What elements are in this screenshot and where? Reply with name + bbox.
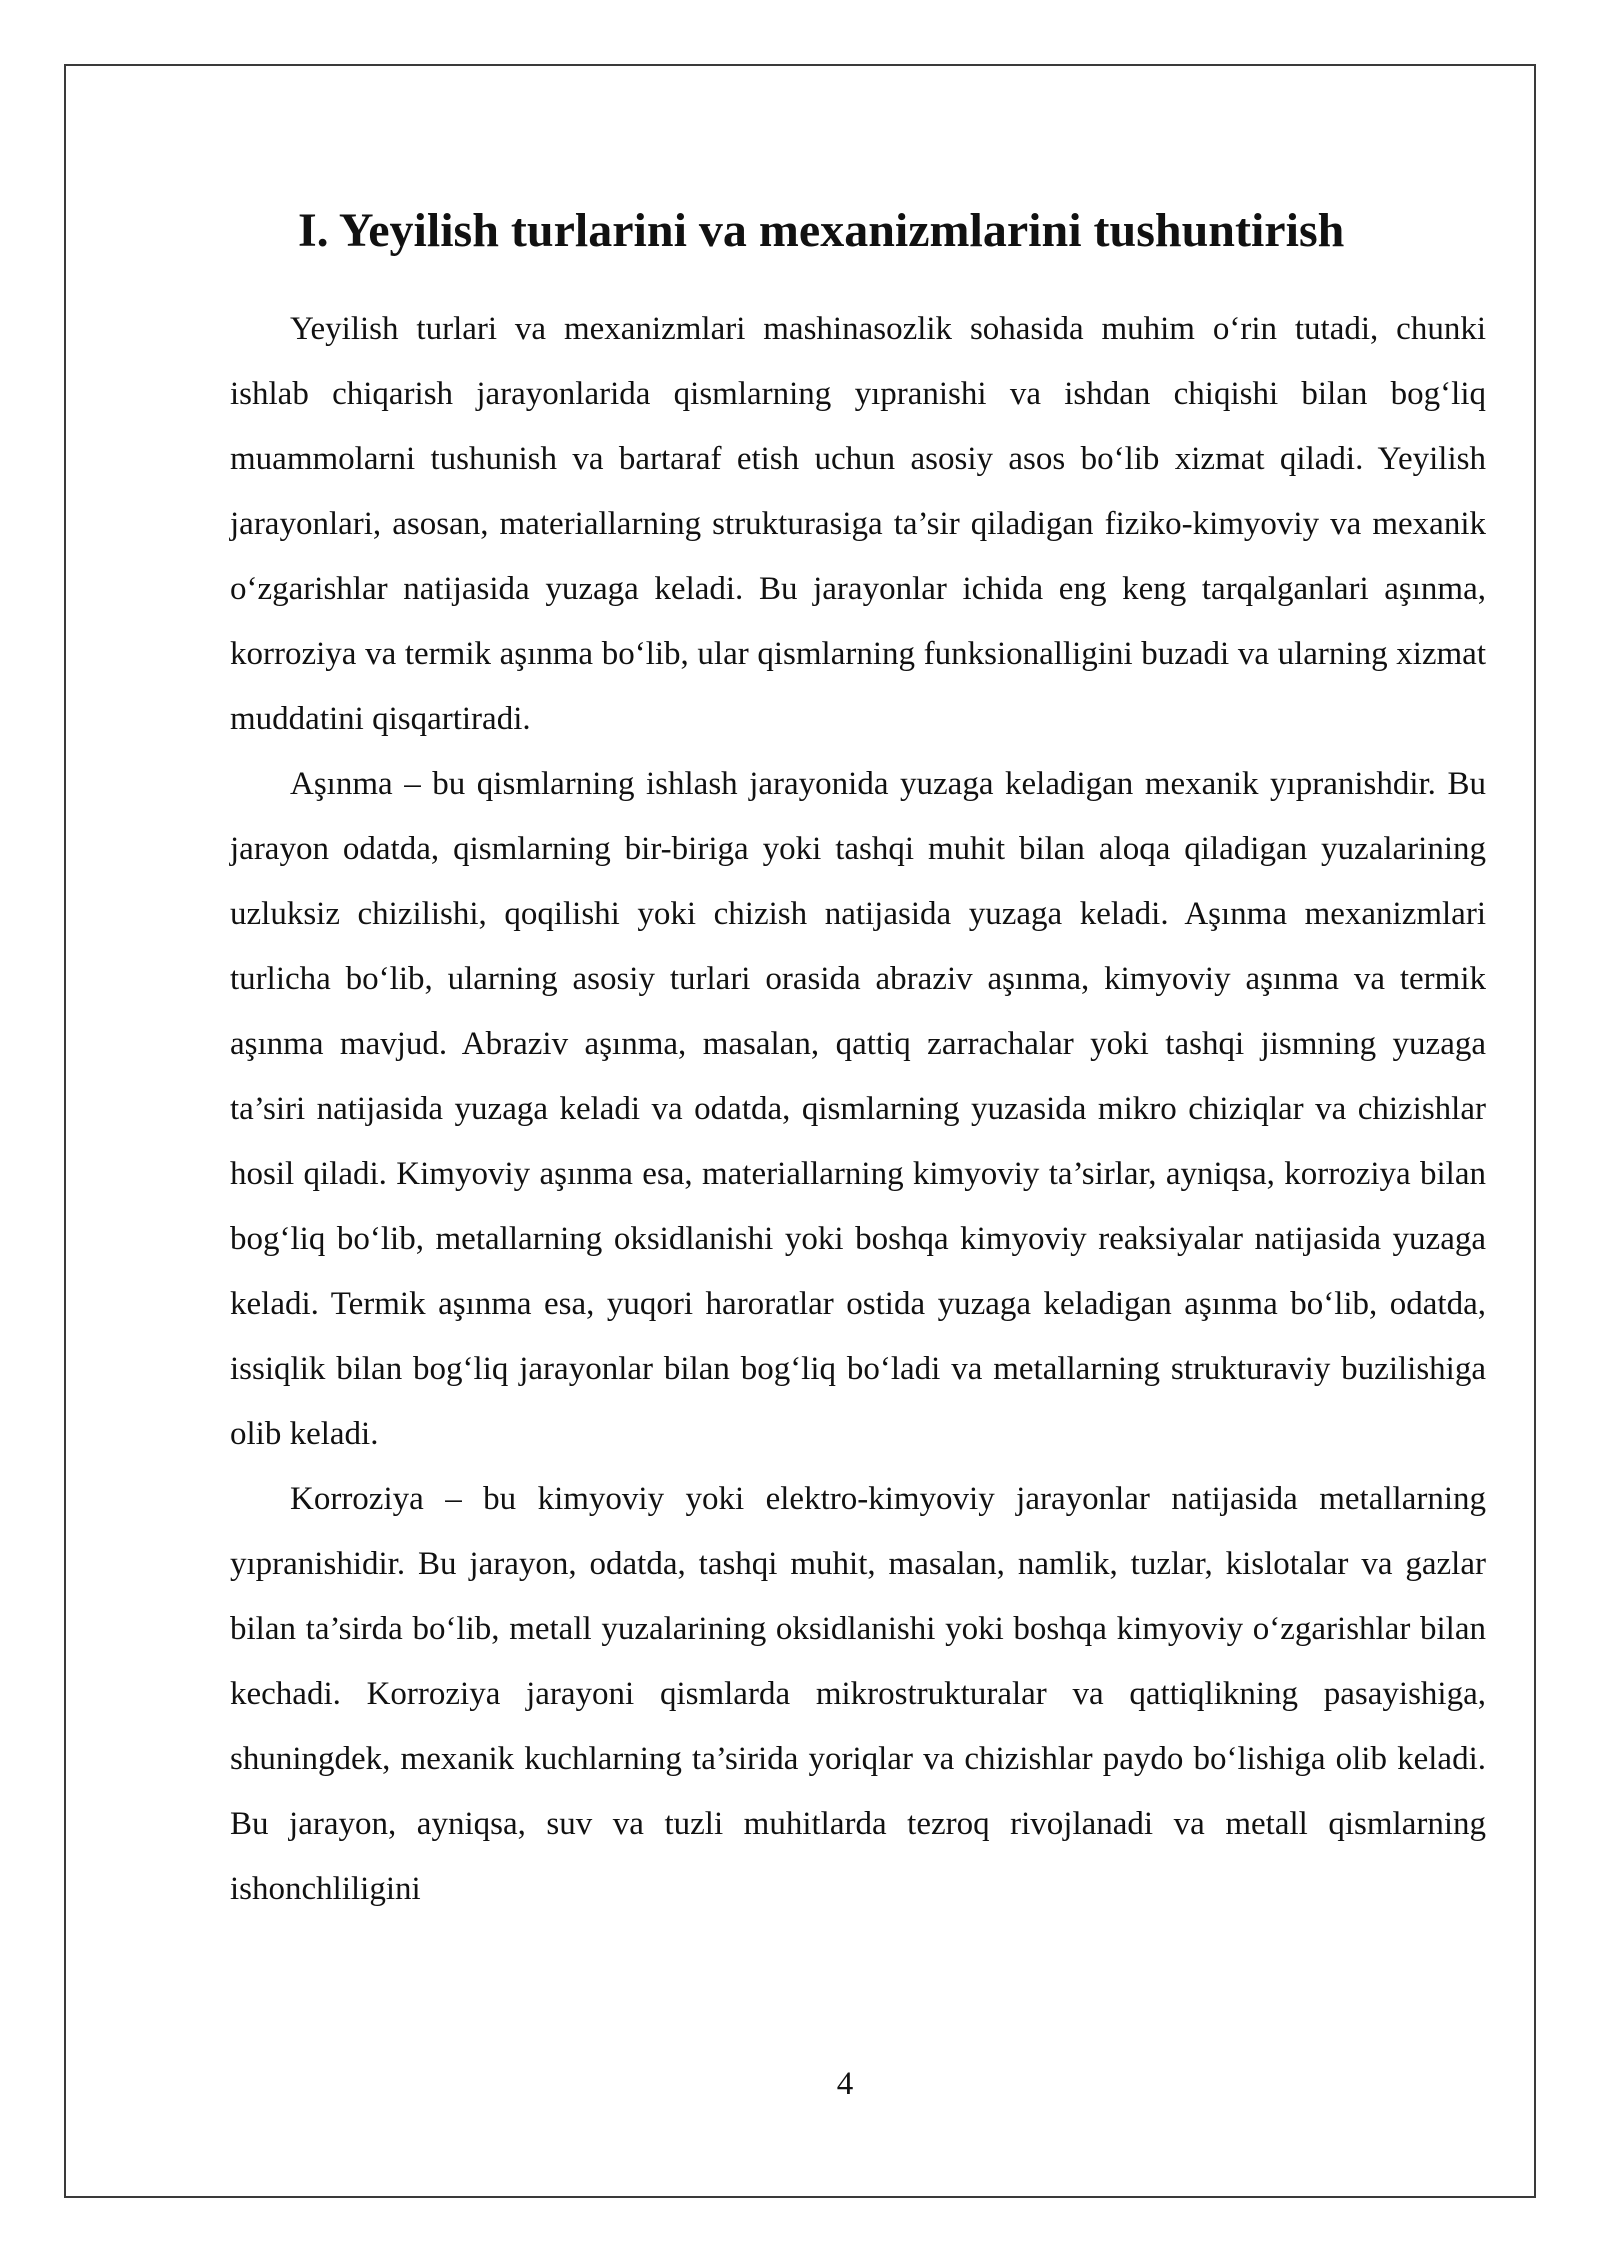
- paragraph-2: Aşınma – bu qismlarning ishlash jarayonida yuzaga keladigan mexanik yıpranishdir. Bu jarayon odatda, qismlarning bir-biriga yoki tashqi muhit bilan aloqa qiladigan yuzalarining uzluksiz chizilishi, qoqilishi yoki chizish natijasida yuzaga keladi. Aşınma mexanizmlari turlicha bo‘lib, ularning asosiy turlari orasida abraziv aşınma, kimyoviy aşınma va termik aşınma mavjud. Abraziv aşınma, masalan, qattiq zarrachalar yoki tashqi jismning yuzaga ta’siri natijasida yuzaga keladi va odatda, qismlarning yuzasida mikro chiziqlar va chizishlar hosil qiladi. Kimyoviy aşınma esa, materiallarning kimyoviy ta’sirlar, ayniqsa, korroziya bilan bog‘liq bo‘lib, metallarning oksidlanishi yoki boshqa kimyoviy reaksiyalar natijasida yuzaga keladi. Termik aşınma esa, yuqori haroratlar ostida yuzaga keladigan aşınma bo‘lib, odatda, issiqlik bilan bog‘liq jarayonlar bilan bog‘liq bo‘ladi va metallarning strukturaviy buzilishiga olib keladi.: [230, 766, 1486, 1452]
- paragraph-1: Yeyilish turlari va mexanizmlari mashinasozlik sohasida muhim o‘rin tutadi, chunki ishlab chiqarish jarayonlarida qismlarning yıpranishi va ishdan chiqishi bilan bog‘liq muammolarni tushunish va bartaraf etish uchun asosiy asos bo‘lib xizmat qiladi. Yeyilish jarayonlari, asosan, materiallarning strukturasiga ta’sir qiladigan fiziko-kimyoviy va mexanik o‘zgarishlar natijasida yuzaga keladi. Bu jarayonlar ichida eng keng tarqalganlari aşınma, korroziya va termik aşınma bo‘lib, ular qismlarning funksionalligini buzadi va ularning xizmat muddatini qisqartiradi.: [230, 311, 1486, 737]
- section-title: I. Yeyilish turlarini va mexanizmlarini tushuntirish: [298, 204, 1345, 257]
- page-number: 4: [836, 2066, 854, 2102]
- paragraph-3: Korroziya – bu kimyoviy yoki elektro-kimyoviy jarayonlar natijasida metallarning yıpranishidir. Bu jarayon, odatda, tashqi muhit, masalan, namlik, tuzlar, kislotalar va gazlar bilan ta’sirda bo‘lib, metall yuzalarining oksidlanishi yoki boshqa kimyoviy o‘zgarishlar bilan kechadi. Korroziya jarayoni qismlarda mikrostrukturalar va qattiqlikning pasayishiga, shuningdek, mexanik kuchlarning ta’sirida yoriqlar va chizishlar paydo bo‘lishiga olib keladi. Bu jarayon, ayniqsa, suv va tuzli muhitlarda tezroq rivojlanadi va metall qismlarning ishonchliligini: [230, 1481, 1486, 1907]
- page-content: [230, 195, 1486, 1922]
